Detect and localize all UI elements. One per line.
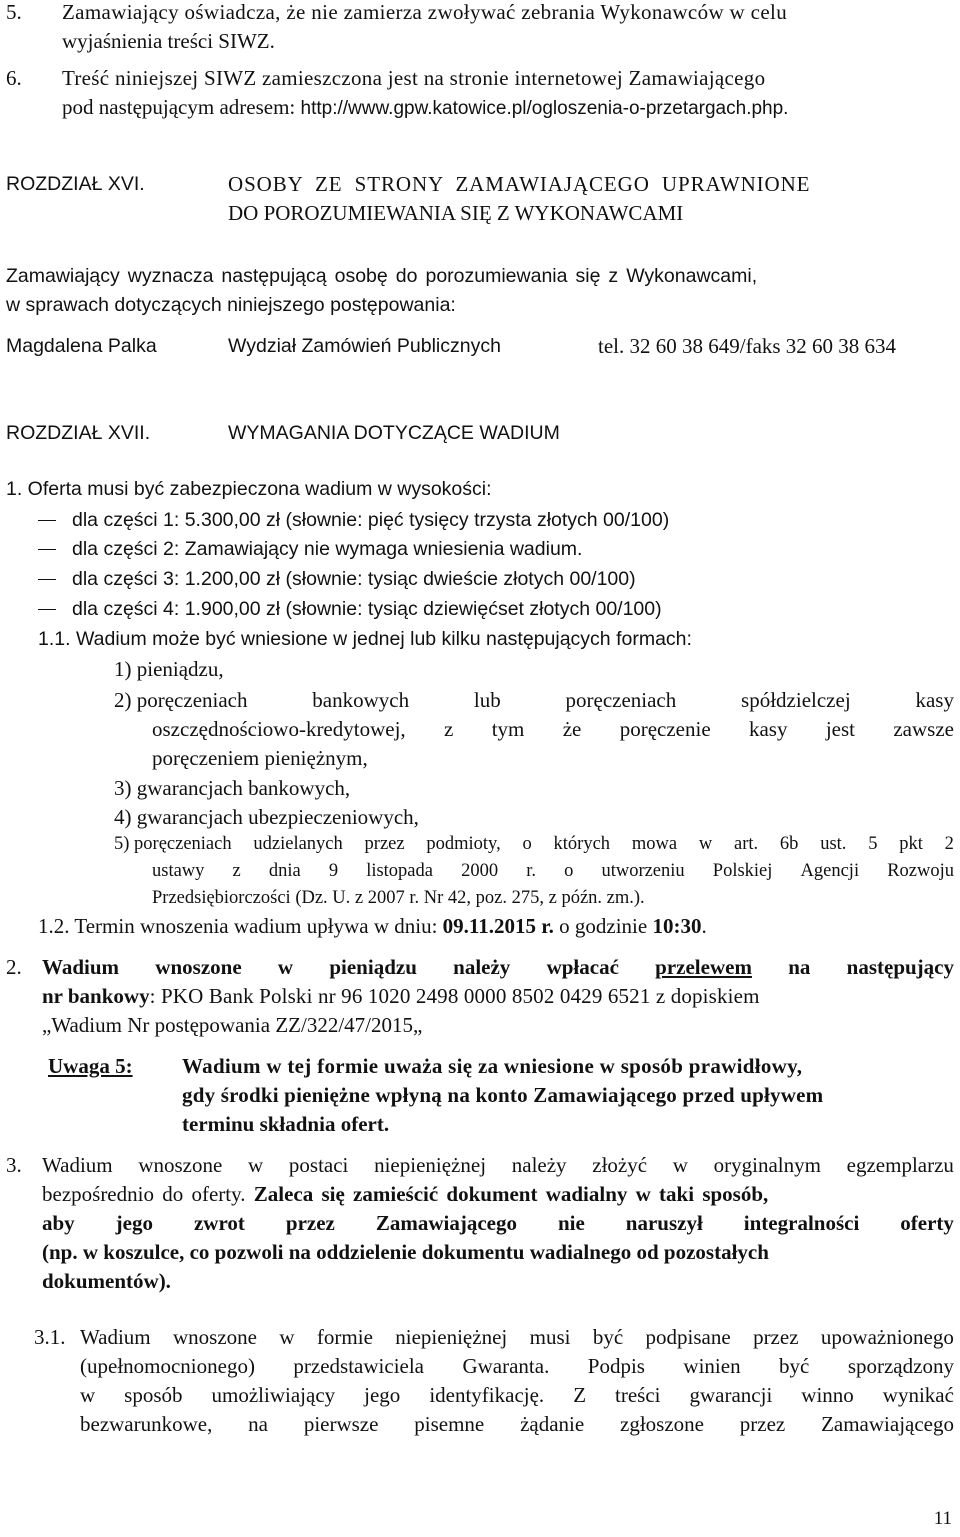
- word: na: [248, 1412, 268, 1436]
- word: Rozwoju: [887, 861, 954, 881]
- word: w: [248, 1153, 264, 1177]
- word: mowa: [631, 834, 678, 854]
- word: aby: [42, 1211, 75, 1235]
- word: w: [672, 1153, 688, 1177]
- word: identyfikację.: [429, 1383, 545, 1407]
- word: przez: [753, 1325, 799, 1349]
- word: formie: [316, 1325, 373, 1349]
- word: przez: [739, 1412, 786, 1436]
- word: w: [279, 1325, 295, 1349]
- item-3-line-4: (np. w koszulce, co pozwoli na oddzielenie dokumentu wadialnego od pozostałych: [42, 1240, 769, 1264]
- form-5-line-3: Przedsiębiorczości (Dz. U. z 2007 r. Nr 42, poz. 275, z późn. zm.).: [152, 888, 645, 908]
- form-2-line-2: [152, 715, 954, 744]
- section-17-item-1-1: 1.1. Wadium może być wniesione w jednej lub kilku następujących formach:: [38, 628, 692, 650]
- wadium-part-3-text: dla części 3: 1.200,00 zł (słownie: tysiąc dwieście złotych 00/100): [72, 568, 636, 590]
- word: 2) poręczeniach: [114, 688, 248, 712]
- note-5-line-3: terminu składnia ofert.: [182, 1112, 390, 1136]
- word: być: [779, 1354, 810, 1378]
- deadline-text: .: [701, 914, 707, 938]
- word: Zamawiającego: [375, 1211, 517, 1235]
- item-3-1-line-4: [80, 1410, 954, 1439]
- section-16-title-text-1: OSOBY ZE STRONY ZAMAWIAJĄCEGO UPRAWNIONE: [228, 172, 811, 196]
- section-16-title-1: [228, 170, 954, 199]
- section-16-title-2: DO POROZUMIEWANIA SIĘ Z WYKONAWCAMI: [228, 201, 684, 225]
- bank-account-text: : PKO Bank Polski nr 96 1020 2498 0000 8502 0429 6521 z dopiskiem: [149, 984, 760, 1008]
- word: należy: [511, 1153, 567, 1177]
- word: r.: [526, 861, 536, 881]
- item-3-line-2: [42, 1180, 768, 1209]
- note-5-line-2: gdy środki pieniężne wpłyną na konto Zamawiającego przed upływem: [182, 1083, 824, 1107]
- word: treści: [615, 1383, 661, 1407]
- word: poręczenie: [619, 717, 711, 741]
- item-6-line-2: [62, 93, 788, 123]
- section-16-paragraph-1: Zamawiający wyznacza następującą osobę do porozumiewania się z Wykonawcami,: [6, 265, 758, 287]
- word: których: [553, 834, 611, 854]
- word: listopada: [366, 861, 433, 881]
- item-3-line-3: [42, 1209, 954, 1238]
- section-17-item-1: 1. Oferta musi być zabezpieczona wadium w wysokości:: [6, 478, 492, 500]
- word: jest: [825, 717, 855, 741]
- word: Wadium: [42, 955, 120, 979]
- word: 2: [944, 834, 954, 854]
- word: pierwsze: [303, 1412, 379, 1436]
- word: kasy: [915, 688, 954, 712]
- wadium-part-1: [38, 506, 669, 535]
- word: postaci: [288, 1153, 349, 1177]
- section-17-title: WYMAGANIA DOTYCZĄCE WADIUM: [228, 422, 560, 444]
- word: poręczeniach: [565, 688, 677, 712]
- deadline-time: 10:30: [652, 914, 702, 938]
- item-5-text-1: Zamawiający oświadcza, że nie zamierza zwoływać zebrania Wykonawców w celu: [62, 0, 788, 24]
- word: podmioty,: [426, 834, 501, 854]
- word: z: [232, 861, 241, 881]
- deadline-text: o godzinie: [553, 914, 653, 938]
- form-5-line-1: [114, 830, 954, 859]
- word: naruszył: [625, 1211, 703, 1235]
- dash-bullet: [38, 549, 56, 550]
- form-3: 3) gwarancjach bankowych,: [114, 776, 351, 800]
- item-3-1-line-3: [80, 1381, 954, 1410]
- word: umożliwiający: [211, 1383, 336, 1407]
- deadline-date: 09.11.2015 r.: [442, 914, 554, 938]
- word: wynikać: [882, 1383, 954, 1407]
- contact-department: Wydział Zamówień Publicznych: [228, 335, 501, 357]
- word: pieniądzu: [329, 955, 417, 979]
- note-5-label: Uwaga 5:: [48, 1054, 133, 1078]
- word: wpłacać: [546, 955, 619, 979]
- form-4: 4) gwarancjach ubezpieczeniowych,: [114, 805, 419, 829]
- word: złożyć: [592, 1153, 648, 1177]
- form-2-line-1: [114, 686, 954, 715]
- note-5-line-1: Wadium w tej formie uważa się za wniesione w sposób prawidłowy,: [182, 1054, 803, 1078]
- word: Polskiej: [712, 861, 773, 881]
- word: Wadium: [42, 1153, 113, 1177]
- word: Podpis: [587, 1354, 645, 1378]
- word: zwrot: [193, 1211, 245, 1235]
- dash-bullet: [38, 579, 56, 580]
- page-number: 11: [933, 1508, 952, 1529]
- section-16-label: ROZDZIAŁ XVI.: [6, 173, 145, 195]
- wadium-part-3: [38, 565, 636, 594]
- item-3-1-line-2: [80, 1352, 954, 1381]
- item-5-line-2: wyjaśnienia treści SIWZ.: [62, 29, 275, 53]
- dash-bullet: [38, 609, 56, 610]
- word: Wadium: [80, 1325, 151, 1349]
- word: na: [788, 955, 811, 979]
- word: ustawy: [152, 861, 205, 881]
- bank-account-label: nr bankowy: [42, 984, 150, 1008]
- form-5-line-2: [152, 857, 954, 886]
- contact-phone-fax: tel. 32 60 38 649/faks 32 60 38 634: [598, 334, 897, 358]
- word: udzielanych: [253, 834, 343, 854]
- word: winno: [801, 1383, 854, 1407]
- word: w: [277, 955, 294, 979]
- word: przez: [364, 834, 405, 854]
- item-3-line-5: dokumentów).: [42, 1269, 171, 1293]
- dash-bullet: [38, 520, 56, 521]
- word: bezwarunkowe,: [80, 1412, 213, 1436]
- word: Z: [573, 1383, 587, 1407]
- word: 5) poręczeniach: [114, 834, 232, 854]
- item-5-number: 5.: [6, 0, 22, 24]
- wadium-part-2: [38, 535, 582, 564]
- word: 9: [328, 861, 339, 881]
- word: być: [592, 1325, 624, 1349]
- word: żądanie: [520, 1412, 585, 1436]
- sigwz-url-link[interactable]: http://www.gpw.katowice.pl/ogloszenia-o-przetargach.php.: [300, 98, 789, 119]
- word: należy: [453, 955, 511, 979]
- item-2-line-2: [42, 982, 760, 1011]
- section-17-item-1-2: [38, 912, 707, 941]
- word: że: [562, 717, 582, 741]
- word: bankowych: [312, 688, 410, 712]
- wadium-part-4: [38, 595, 662, 624]
- word: 5: [868, 834, 878, 854]
- item-2-line-1: [42, 953, 954, 982]
- word: winien: [683, 1354, 741, 1378]
- word: lub: [473, 688, 501, 712]
- item-6-text: pod następującym adresem:: [62, 95, 301, 119]
- deadline-text: 1.2. Termin wnoszenia wadium upływa w dniu:: [38, 914, 443, 938]
- word: oszczędnościowo-kredytowej,: [152, 717, 406, 741]
- word: pisemne: [414, 1412, 485, 1436]
- item-2-number: 2.: [6, 955, 22, 979]
- word: upoważnionego: [820, 1325, 954, 1349]
- word: Zamawiającego: [821, 1412, 954, 1436]
- word: przedstawiciela: [293, 1354, 424, 1378]
- item-3-line-1: [42, 1151, 954, 1180]
- word: wnoszone: [138, 1153, 223, 1177]
- word: integralności: [743, 1211, 860, 1235]
- word: w: [80, 1383, 96, 1407]
- word: niepieniężnej: [395, 1325, 508, 1349]
- word: oferty: [900, 1211, 954, 1235]
- word: Agencji: [800, 861, 860, 881]
- word: musi: [529, 1325, 571, 1349]
- word: kasy: [748, 717, 788, 741]
- wadium-part-2-text: dla części 2: Zamawiający nie wymaga wniesienia wadium.: [72, 538, 583, 560]
- word: tym: [491, 717, 525, 741]
- item-6-number: 6.: [6, 66, 22, 90]
- word: (upełnomocnionego): [80, 1354, 255, 1378]
- item-3-number: 3.: [6, 1153, 22, 1177]
- word: w: [698, 834, 713, 854]
- word: egzemplarzu: [846, 1153, 954, 1177]
- word: dnia: [268, 861, 301, 881]
- section-17-label: ROZDZIAŁ XVII.: [6, 422, 151, 444]
- word: wnoszone: [173, 1325, 257, 1349]
- word: sposób: [124, 1383, 183, 1407]
- item-2-line-3: „Wadium Nr postępowania ZZ/322/47/2015„: [42, 1013, 423, 1037]
- item-3-1-line-1: [80, 1323, 954, 1352]
- word: przez: [285, 1211, 335, 1235]
- word: ust.: [820, 834, 847, 854]
- form-1: 1) pieniądzu,: [114, 657, 224, 681]
- word: 2000: [461, 861, 499, 881]
- item-3-text: bezpośrednio do oferty.: [42, 1182, 254, 1206]
- word: wnoszone: [155, 955, 242, 979]
- word: spółdzielczej: [741, 688, 851, 712]
- word: 6b: [779, 834, 799, 854]
- word: gwarancji: [689, 1383, 773, 1407]
- contact-name: Magdalena Palka: [6, 335, 157, 357]
- word: jego: [364, 1383, 401, 1407]
- item-3-1-number: 3.1.: [34, 1325, 66, 1349]
- word: nie: [557, 1211, 585, 1235]
- word: utworzeniu: [601, 861, 685, 881]
- word: podpisane: [645, 1325, 731, 1349]
- wadium-part-4-text: dla części 4: 1.900,00 zł (słownie: tysiąc dziewięćset złotych 00/100): [72, 598, 662, 620]
- word: z: [444, 717, 454, 741]
- word: o: [564, 861, 574, 881]
- word: zgłoszone: [620, 1412, 704, 1436]
- word: Gwaranta.: [462, 1354, 550, 1378]
- item-3-bold-text: Zaleca się zamieścić dokument wadialny w taki sposób,: [253, 1182, 769, 1206]
- word-underlined: przelewem: [655, 955, 752, 979]
- word: sporządzony: [847, 1354, 954, 1378]
- word: niepieniężnej: [374, 1153, 487, 1177]
- word: pkt: [899, 834, 923, 854]
- item-6-line-1: Treść niniejszej SIWZ zamieszczona jest na stronie internetowej Zamawiającego: [62, 66, 766, 90]
- word: oryginalnym: [713, 1153, 821, 1177]
- wadium-part-1-text: dla części 1: 5.300,00 zł (słownie: pięć tysięcy trzysta złotych 00/100): [72, 509, 670, 531]
- item-5-line-1: [62, 0, 954, 27]
- form-2-line-3: poręczeniem pieniężnym,: [152, 746, 368, 770]
- word: następujący: [846, 955, 954, 979]
- word: jego: [115, 1211, 153, 1235]
- section-16-paragraph-2: w sprawach dotyczących niniejszego postępowania:: [6, 294, 456, 316]
- word: art.: [733, 834, 759, 854]
- word: o: [522, 834, 532, 854]
- word: zawsze: [893, 717, 954, 741]
